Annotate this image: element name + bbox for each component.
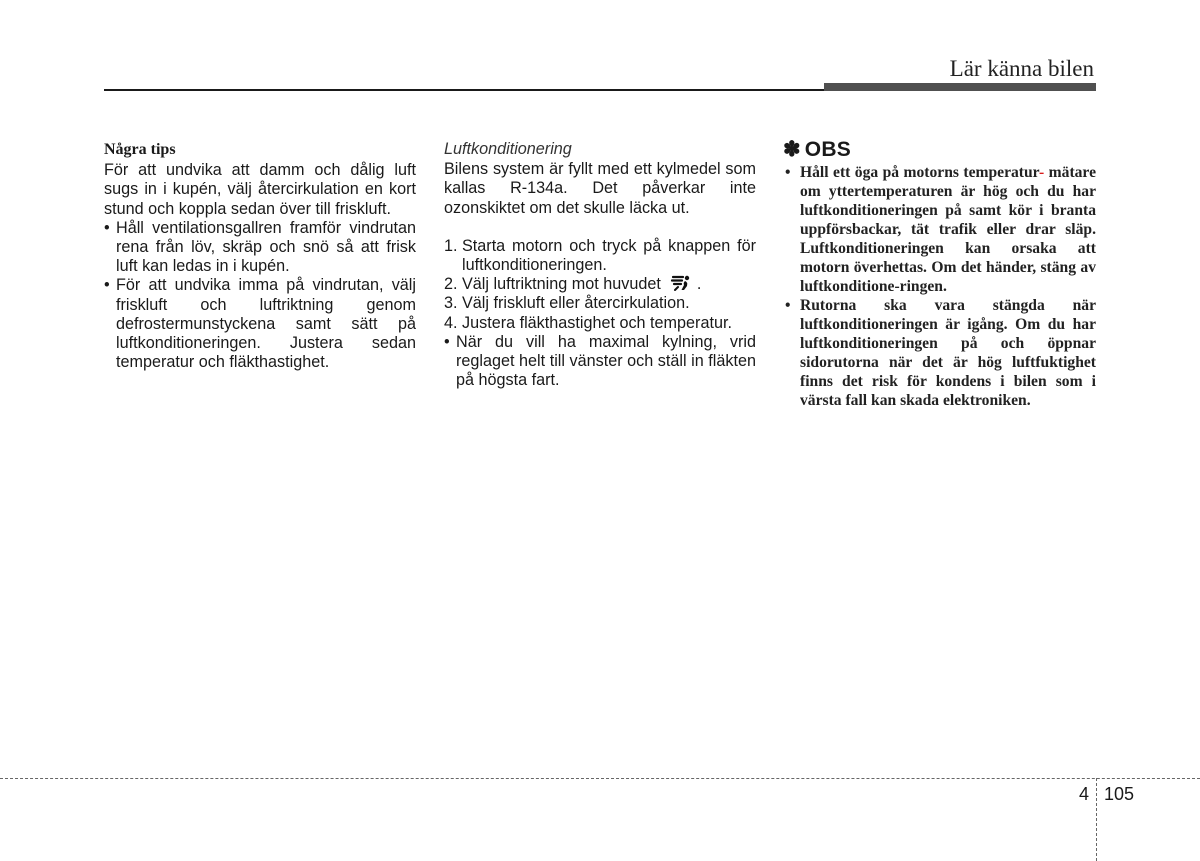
step-text: Justera fläkthastighet och temperatur. [462,313,732,332]
ac-step [444,314,756,333]
step-number: 1. [444,236,458,255]
obs-item-text: Håll ett öga på motorns temperatur [800,164,1040,182]
obs-title: OBS [804,138,851,161]
step-text: Starta motorn och tryck på knappen för luftkonditioneringen. [462,236,756,275]
step-number: 3. [444,294,458,313]
tips-intro: För att undvika att damm och dålig luft sugs in i kupén, välj återcirkulation en kort stund och koppla sedan över till friskluft. [104,161,416,218]
asterisk-icon: ✽ [783,138,801,161]
bullet-mark: • [104,276,110,295]
footer-divider [1096,778,1097,861]
step-number: 2. [444,275,458,294]
bullet-mark: • [444,332,450,351]
chapter-number: 4 [1079,784,1090,804]
column-air-conditioning [444,140,756,390]
tips-heading: Några tips [104,141,176,158]
obs-item-text-continued: mätare om yttertemperaturen är hög och du har luftkonditioneringen på samt kör i branta uppförsbackar, tät trafik eller drar släp. Luftkonditioneringen kan orsaka att motorn överhettas. Om det händer, stäng av luftkonditione-ringen. [800,164,1096,296]
step-number: 4. [444,313,458,332]
vent-face-icon [669,275,691,291]
bullet-mark: • [785,164,791,182]
tips-bullet [104,219,416,277]
step-text: Välj luftriktning mot huvudet [462,275,661,294]
tips-bullet-text: För att undvika imma på vindrutan, välj friskluft och luftriktning genom defrostermunstyckena samt sätt på luftkonditioneringen. Justera sedan temperatur och fläkthastighet. [116,276,416,372]
chapter-title: Lär känna bilen [949,56,1094,81]
obs-heading [783,140,1096,159]
column-tips [104,140,416,372]
step-text: Välj friskluft eller återcirkulation. [462,294,690,313]
bullet-mark: • [785,297,791,315]
tips-bullet-text: Håll ventilationsgallren framför vindrutan rena från löv, skräp och snö så att frisk luft kan ledas in i kupén. [116,218,416,276]
hyphen-mark: - [1039,164,1045,182]
page-number: 105 [1104,784,1135,804]
obs-item [783,163,1096,296]
step-suffix: . [696,275,702,294]
ac-heading: Luftkonditionering [444,140,572,158]
obs-list [783,163,1096,410]
ac-bullet-text: När du vill ha maximal kylning, vrid reglaget helt till vänster och ställ in fläkten på högsta fart. [456,332,756,390]
ac-step [444,294,756,313]
ac-step [444,275,756,294]
ac-bullet [444,333,756,391]
column-obs [783,140,1096,410]
obs-item-text: Rutorna ska vara stängda när luftkonditioneringen är igång. Om du har luftkonditioneringen på och öppnar sidorutorna när det är hög luftfuktighet finns det risk för kondens i bilen som i värsta fall kan skada elektroniken. [800,297,1096,410]
header-rule-accent [824,83,1096,91]
footer-rule [0,778,1200,779]
ac-intro: Bilens system är fyllt med ett kylmedel som kallas R-134a. Det påverkar inte ozonskiktet om det skulle läcka ut. [444,160,756,217]
bullet-mark: • [104,218,110,237]
tips-bullet [104,276,416,372]
obs-item [783,296,1096,410]
ac-step [444,237,756,275]
